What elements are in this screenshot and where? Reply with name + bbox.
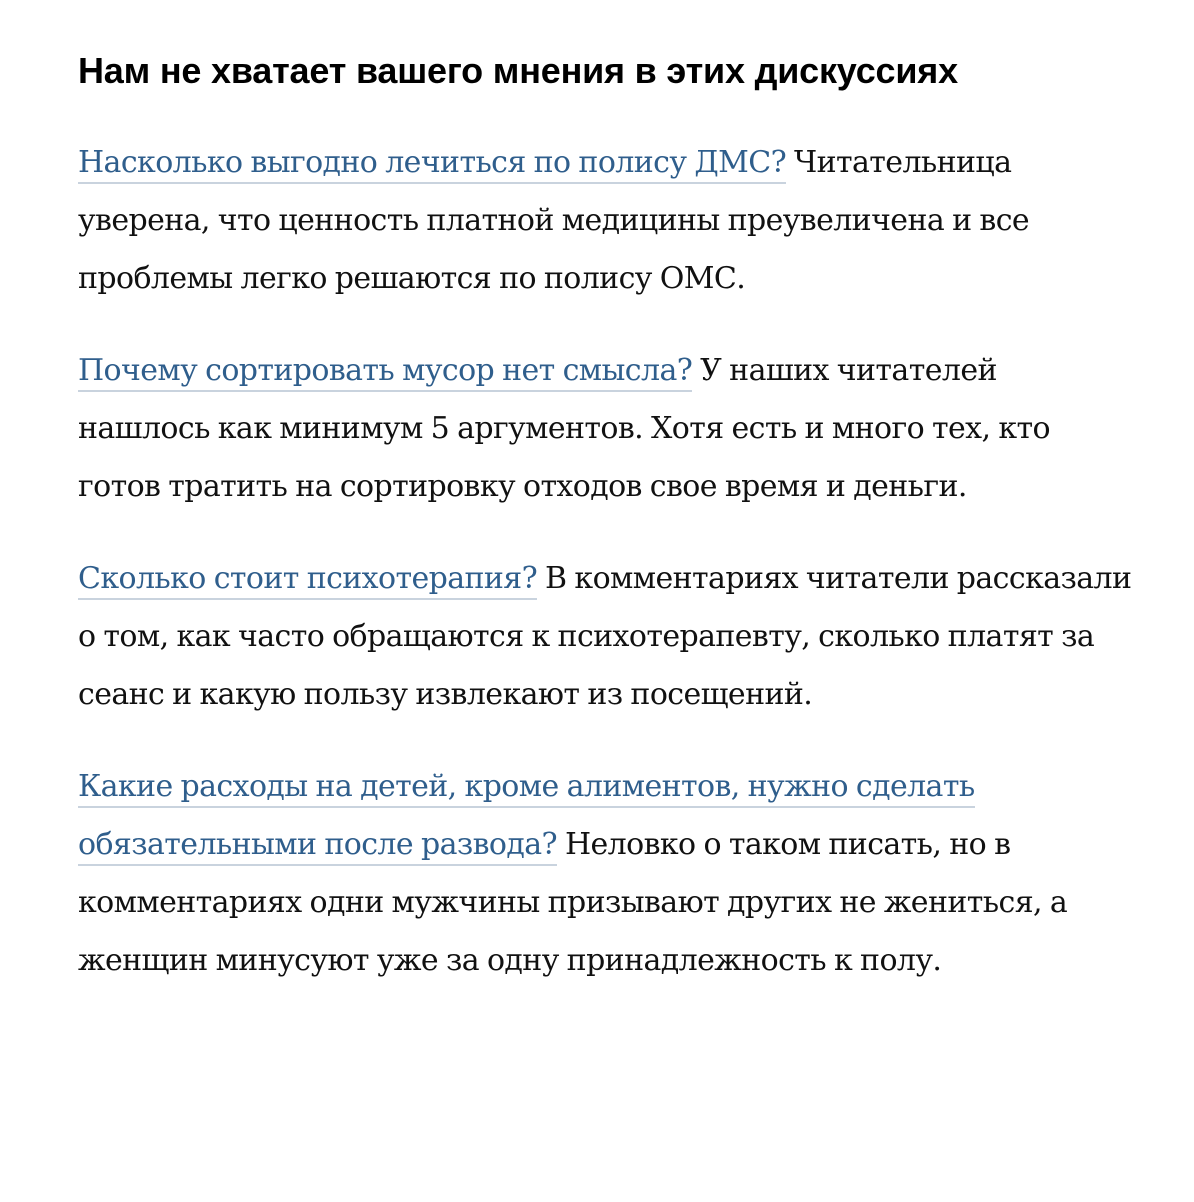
discussion-item <box>78 758 1134 990</box>
discussion-description: Неловко о таком писать, но в комментариях одни мужчины призывают других не жениться, а женщин минусуют уже за одну принадлежность к полу. <box>78 827 1068 978</box>
discussion-link[interactable]: Сколько стоит психотерапия? <box>78 561 537 600</box>
discussion-link[interactable]: Насколько выгодно лечиться по полису ДМС? <box>78 145 786 184</box>
section-heading: Нам не хватает вашего мнения в этих дискуссиях <box>78 50 958 91</box>
discussion-description: Читательница уверена, что ценность платной медицины преувеличена и все проблемы легко решаются по полису ОМС. <box>78 145 1030 296</box>
discussion-description: В комментариях читатели рассказали о том, как часто обращаются к психотерапевту, сколько платят за сеанс и какую пользу извлекают из посещений. <box>78 561 1132 712</box>
discussion-item <box>78 342 1134 516</box>
discussion-link[interactable]: Какие расходы на детей, кроме алиментов, нужно сделать обязательными после развода? <box>78 769 975 866</box>
discussion-item <box>78 550 1134 724</box>
discussion-description: У наших читателей нашлось как минимум 5 аргументов. Хотя есть и много тех, кто готов тратить на сортировку отходов свое время и деньги. <box>78 353 1050 504</box>
discussion-item <box>78 134 1134 308</box>
discussion-link[interactable]: Почему сортировать мусор нет смысла? <box>78 353 692 392</box>
